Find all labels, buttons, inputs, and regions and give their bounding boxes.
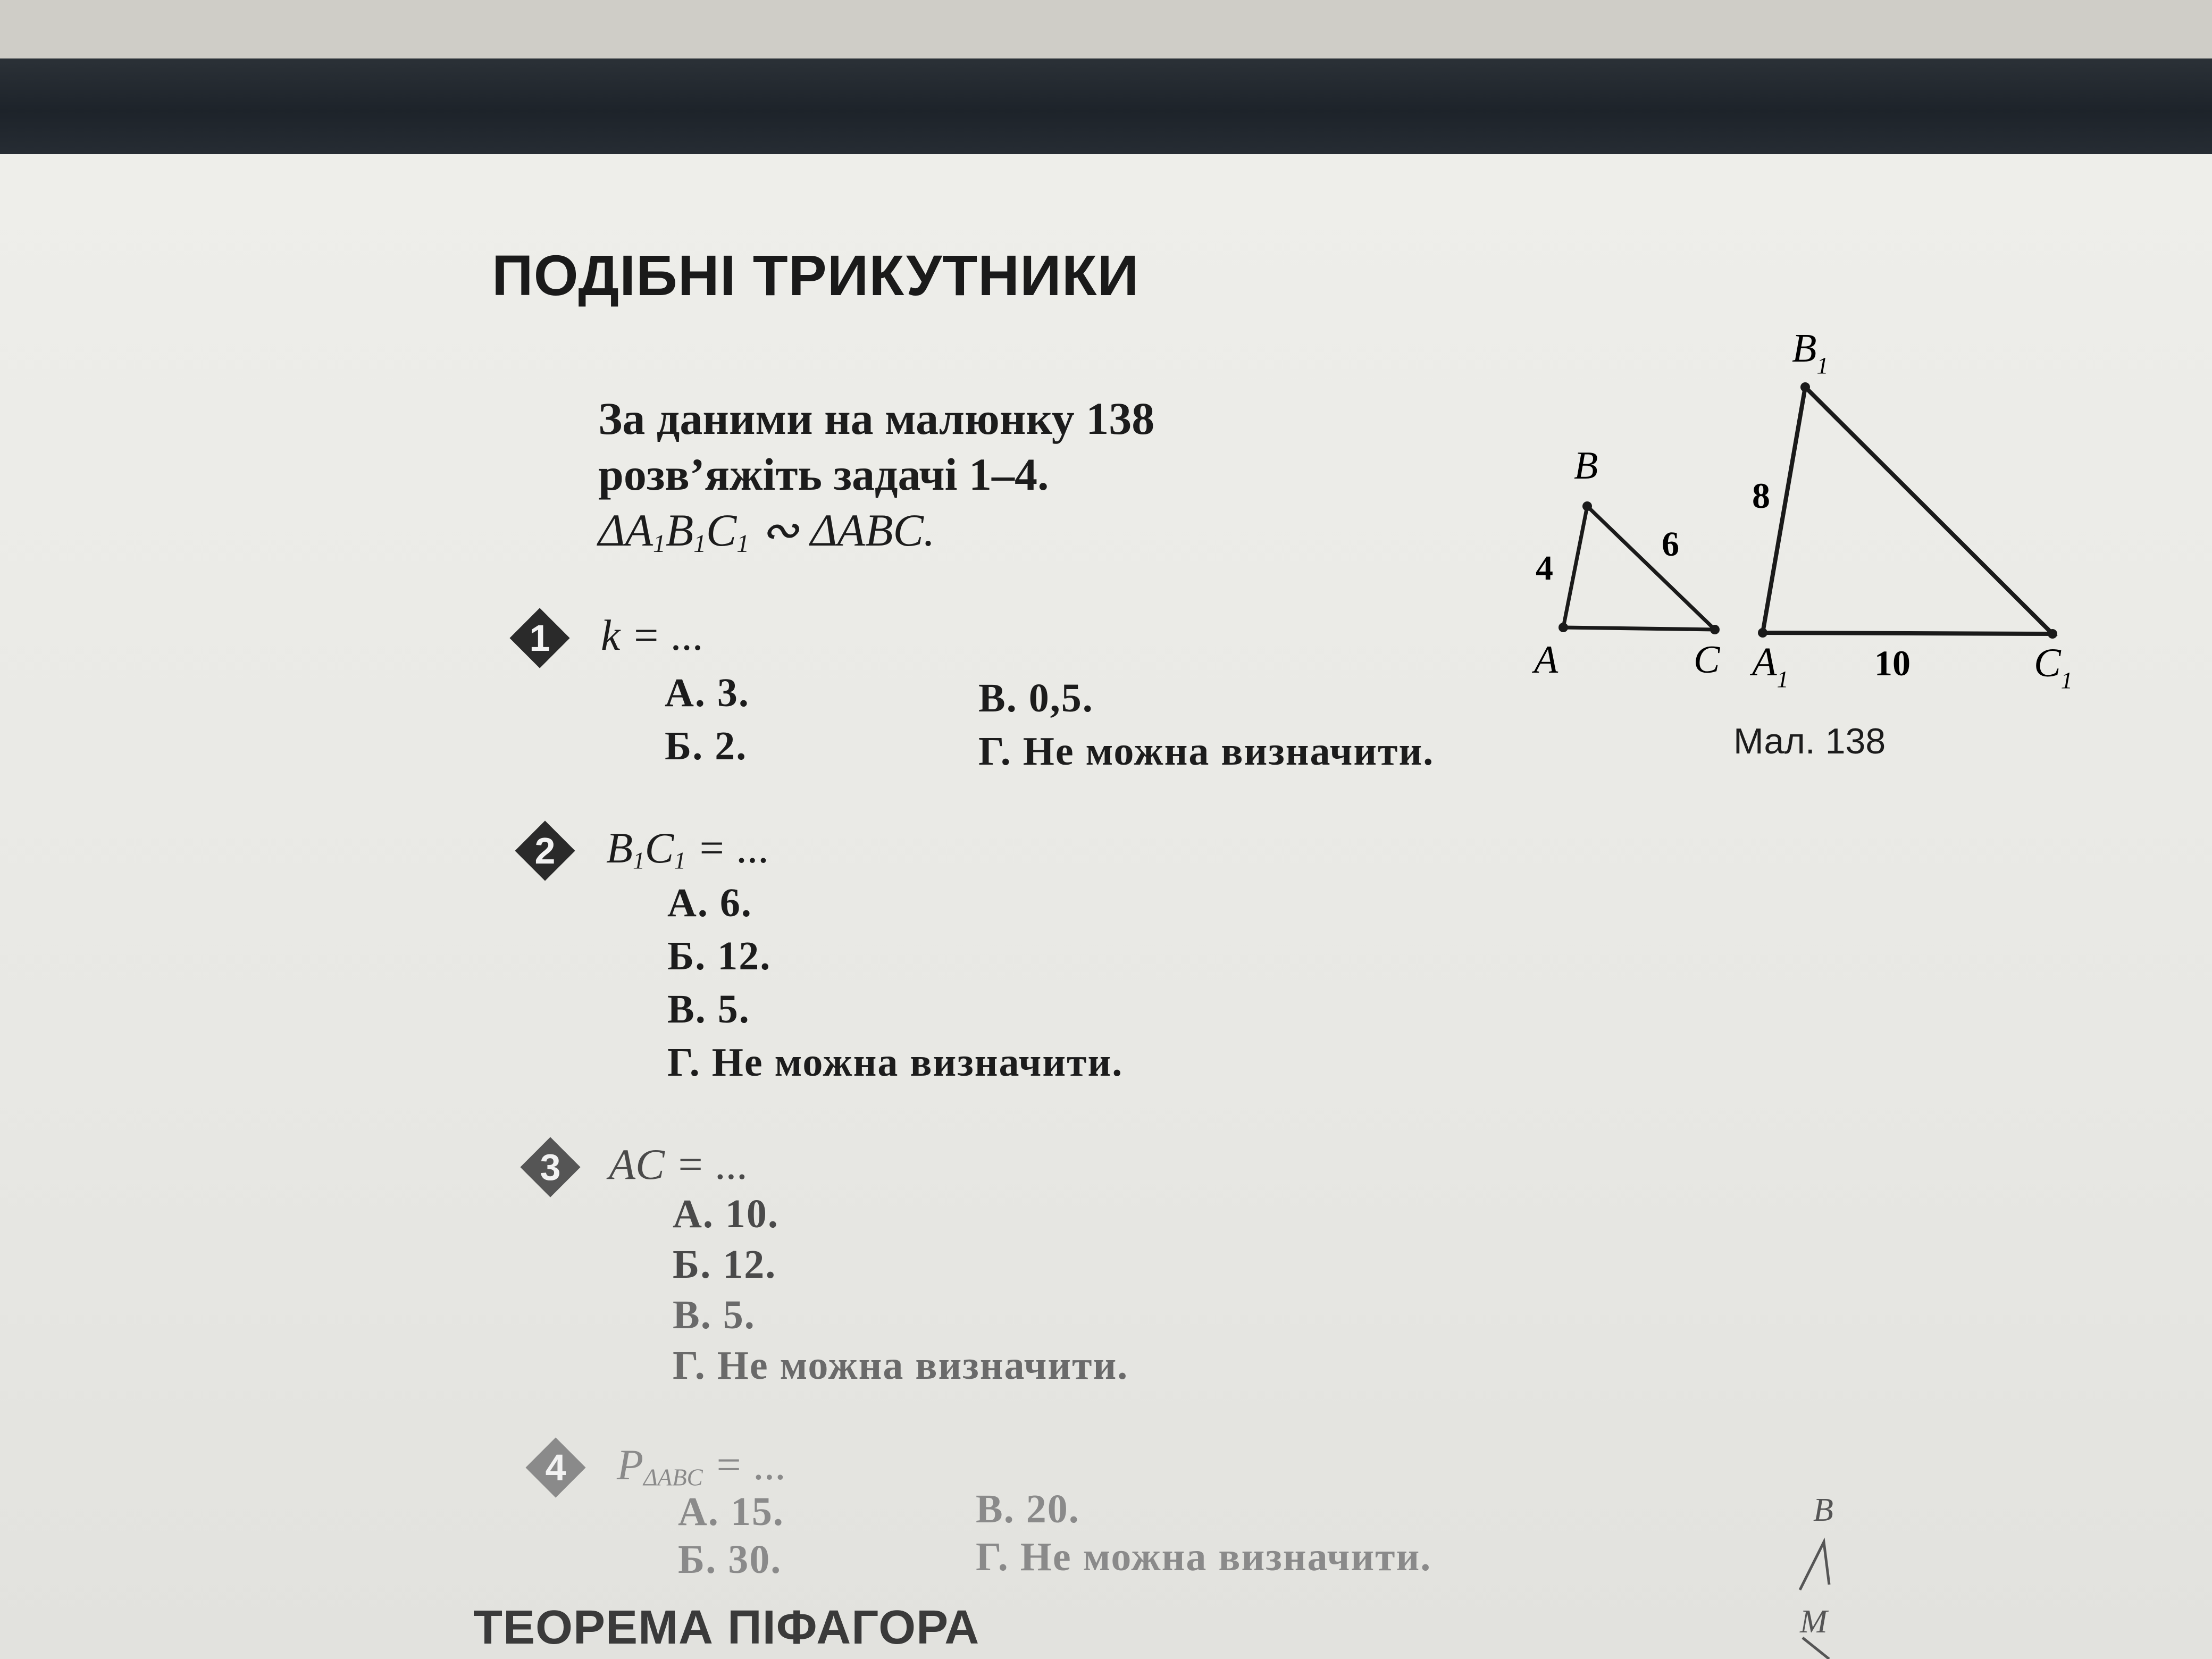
task-2-question: $B_1C_1$ = ... [606,824,770,874]
task-3-option-g[interactable]: Г. Не можна визначити. [673,1343,1129,1388]
task-3-question: AC = ... [609,1140,749,1188]
large-triangle [1749,326,2073,693]
task-3-option-a[interactable]: А. 10. [673,1192,779,1236]
task-2-option-g[interactable]: Г. Не можна визначити. [667,1040,1124,1085]
task-1-option-g[interactable]: Г. Не можна визначити. [978,729,1435,774]
task-4-option-v[interactable]: В. 20. [976,1487,1080,1531]
small-label-a: A [1534,638,1559,682]
task-3-badge: 3 [521,1138,580,1196]
task-2-badge: 2 [516,822,574,880]
intro-line-2: розв’яжіть задачі 1–4. [598,449,1049,500]
intro-line-1: За даними на малюнку 138 [598,393,1155,444]
task-1-badge: 1 [510,609,569,667]
section-heading: ПОДІБНІ ТРИКУТНИКИ [492,243,1139,307]
small-label-b: B [1574,444,1598,488]
task-1-question: k = ... [601,611,705,659]
small-triangle [1531,444,1721,682]
similarity-statement: $\Delta A_1B_1C_1$ ∾ ΔABC. [598,505,935,558]
next-figure-fragment [1771,1484,1866,1659]
large-label-c: $C_1$ [2034,641,2073,693]
small-label-c: C [1694,638,1720,682]
fragment-label-b: B [1813,1492,1833,1528]
task-3-option-b[interactable]: Б. 12. [673,1242,777,1287]
next-section-heading: ТЕОРЕМА ПІФАГОРА [473,1601,980,1654]
figure-caption: Мал. 138 [1733,721,1886,761]
large-label-a: $A_1$ [1752,640,1789,692]
large-side-ab: 8 [1752,475,1770,516]
large-label-b: $B_1$ [1792,326,1829,379]
fragment-label-m: M [1800,1604,1828,1640]
task-4-question: $P_{\Delta ABC}$ = ... [617,1440,787,1491]
task-1-option-v[interactable]: В. 0,5. [978,676,1094,720]
task-3-option-v[interactable]: В. 5. [673,1293,756,1337]
task-4-option-b[interactable]: Б. 30. [678,1537,782,1582]
task-4-option-a[interactable]: А. 15. [678,1489,784,1534]
task-4-badge: 4 [526,1438,585,1497]
small-side-ab: 4 [1536,549,1553,588]
intro-block [598,391,1154,572]
task-2-option-a[interactable]: А. 6. [667,881,752,925]
task-2-option-v[interactable]: В. 5. [667,987,750,1032]
figure-138 [1515,319,2116,734]
background-top [0,0,2212,58]
dark-header-band [0,58,2212,154]
task-1-option-b[interactable]: Б. 2. [665,724,748,768]
small-side-bc: 6 [1662,525,1679,564]
task-2-option-b[interactable]: Б. 12. [667,934,772,978]
task-1-option-a[interactable]: А. 3. [665,671,750,715]
task-4-option-g[interactable]: Г. Не можна визначити. [976,1535,1432,1579]
large-side-ac: 10 [1874,643,1911,683]
